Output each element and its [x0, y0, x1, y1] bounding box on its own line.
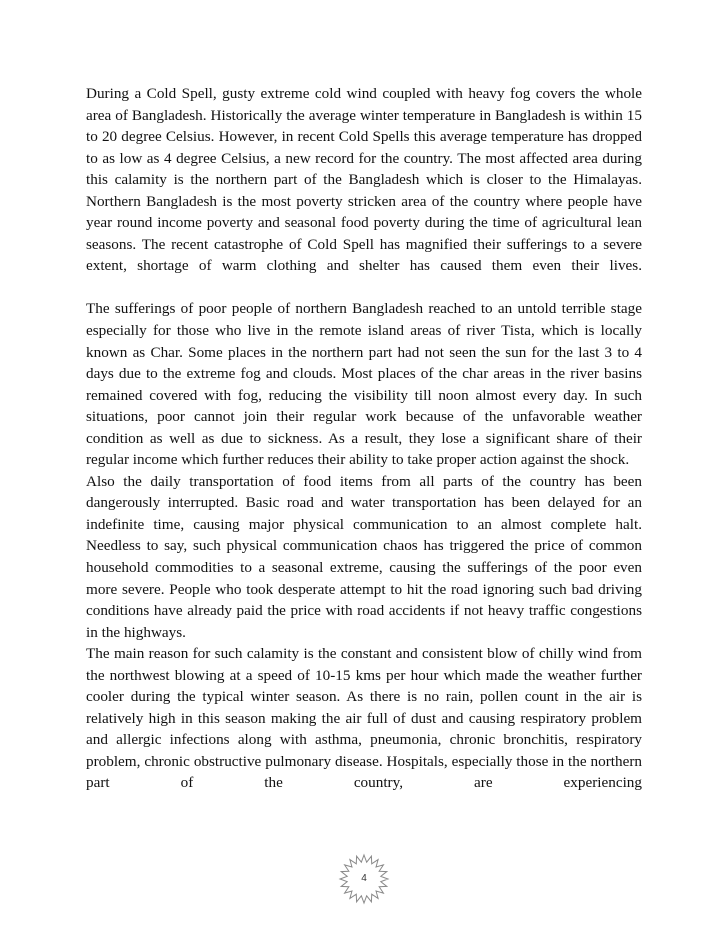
paragraph-transportation: Also the daily transportation of food items from all parts of the country has been dangerously interrupted. Basic road and water transportation has been delayed for an indefinite time, causing major physical communication to an almost complete halt. Needless to say, such physical communication chaos has triggered the price of common household commodities to a seasonal extreme, causing the sufferings of the poor even more severe. People who took desperate attempt to hit the road ignoring such bad driving conditions have already paid the price with road accidents if not heavy traffic congestions in the highways. — [86, 472, 642, 641]
body-text — [86, 83, 642, 794]
page-number-badge — [338, 853, 390, 905]
paragraph-northern-sufferings: The sufferings of poor people of northern Bangladesh reached to an untold terrible stage especially for those who live in the remote island areas of river Tista, which is locally known as Char. Some places in the northern part had not seen the sun for the last 3 to 4 days due to the extreme fog and clouds. Most places of the char areas in the river basins remained covered with fog, reducing the visibility till noon almost every day. In such situations, poor cannot join their regular work because of the unfavorable weather condition as well as due to sickness. As a result, they lose a significant share of their regular income which further reduces their ability to take proper action against the shock. — [86, 300, 642, 469]
paragraph-cold-spell-overview: During a Cold Spell, gusty extreme cold wind coupled with heavy fog covers the whole area of Bangladesh. Historically the average winter temperature in Bangladesh is within 15 to 20 degree Celsius. However, in recent Cold Spells this average temperature has dropped to as low as 4 degree Celsius, a new record for the country. The most affected area during this calamity is the northern part of the Bangladesh which is closer to the Himalayas. Northern Bangladesh is the most poverty stricken area of the country where people have year round income poverty and seasonal food poverty during the time of agricultural lean seasons. The recent catastrophe of Cold Spell has magnified their sufferings to a severe extent, shortage of warm clothing and shelter has caused them even their lives. — [86, 85, 642, 275]
page-number: 4 — [361, 873, 367, 884]
paragraph-main-reason: The main reason for such calamity is the constant and consistent blow of chilly wind from the northwest blowing at a speed of 10-15 kms per hour which made the weather further cooler during the typical winter season. As there is no rain, pollen count in the air is relatively high in this season making the air full of dust and causing respiratory problem and allergic infections along with asthma, pneumonia, chronic bronchitis, respiratory problem, chronic obstructive pulmonary disease. Hospitals, especially those in the northern part of the country, are experiencing — [86, 645, 642, 792]
paragraph-spacer — [86, 277, 642, 299]
